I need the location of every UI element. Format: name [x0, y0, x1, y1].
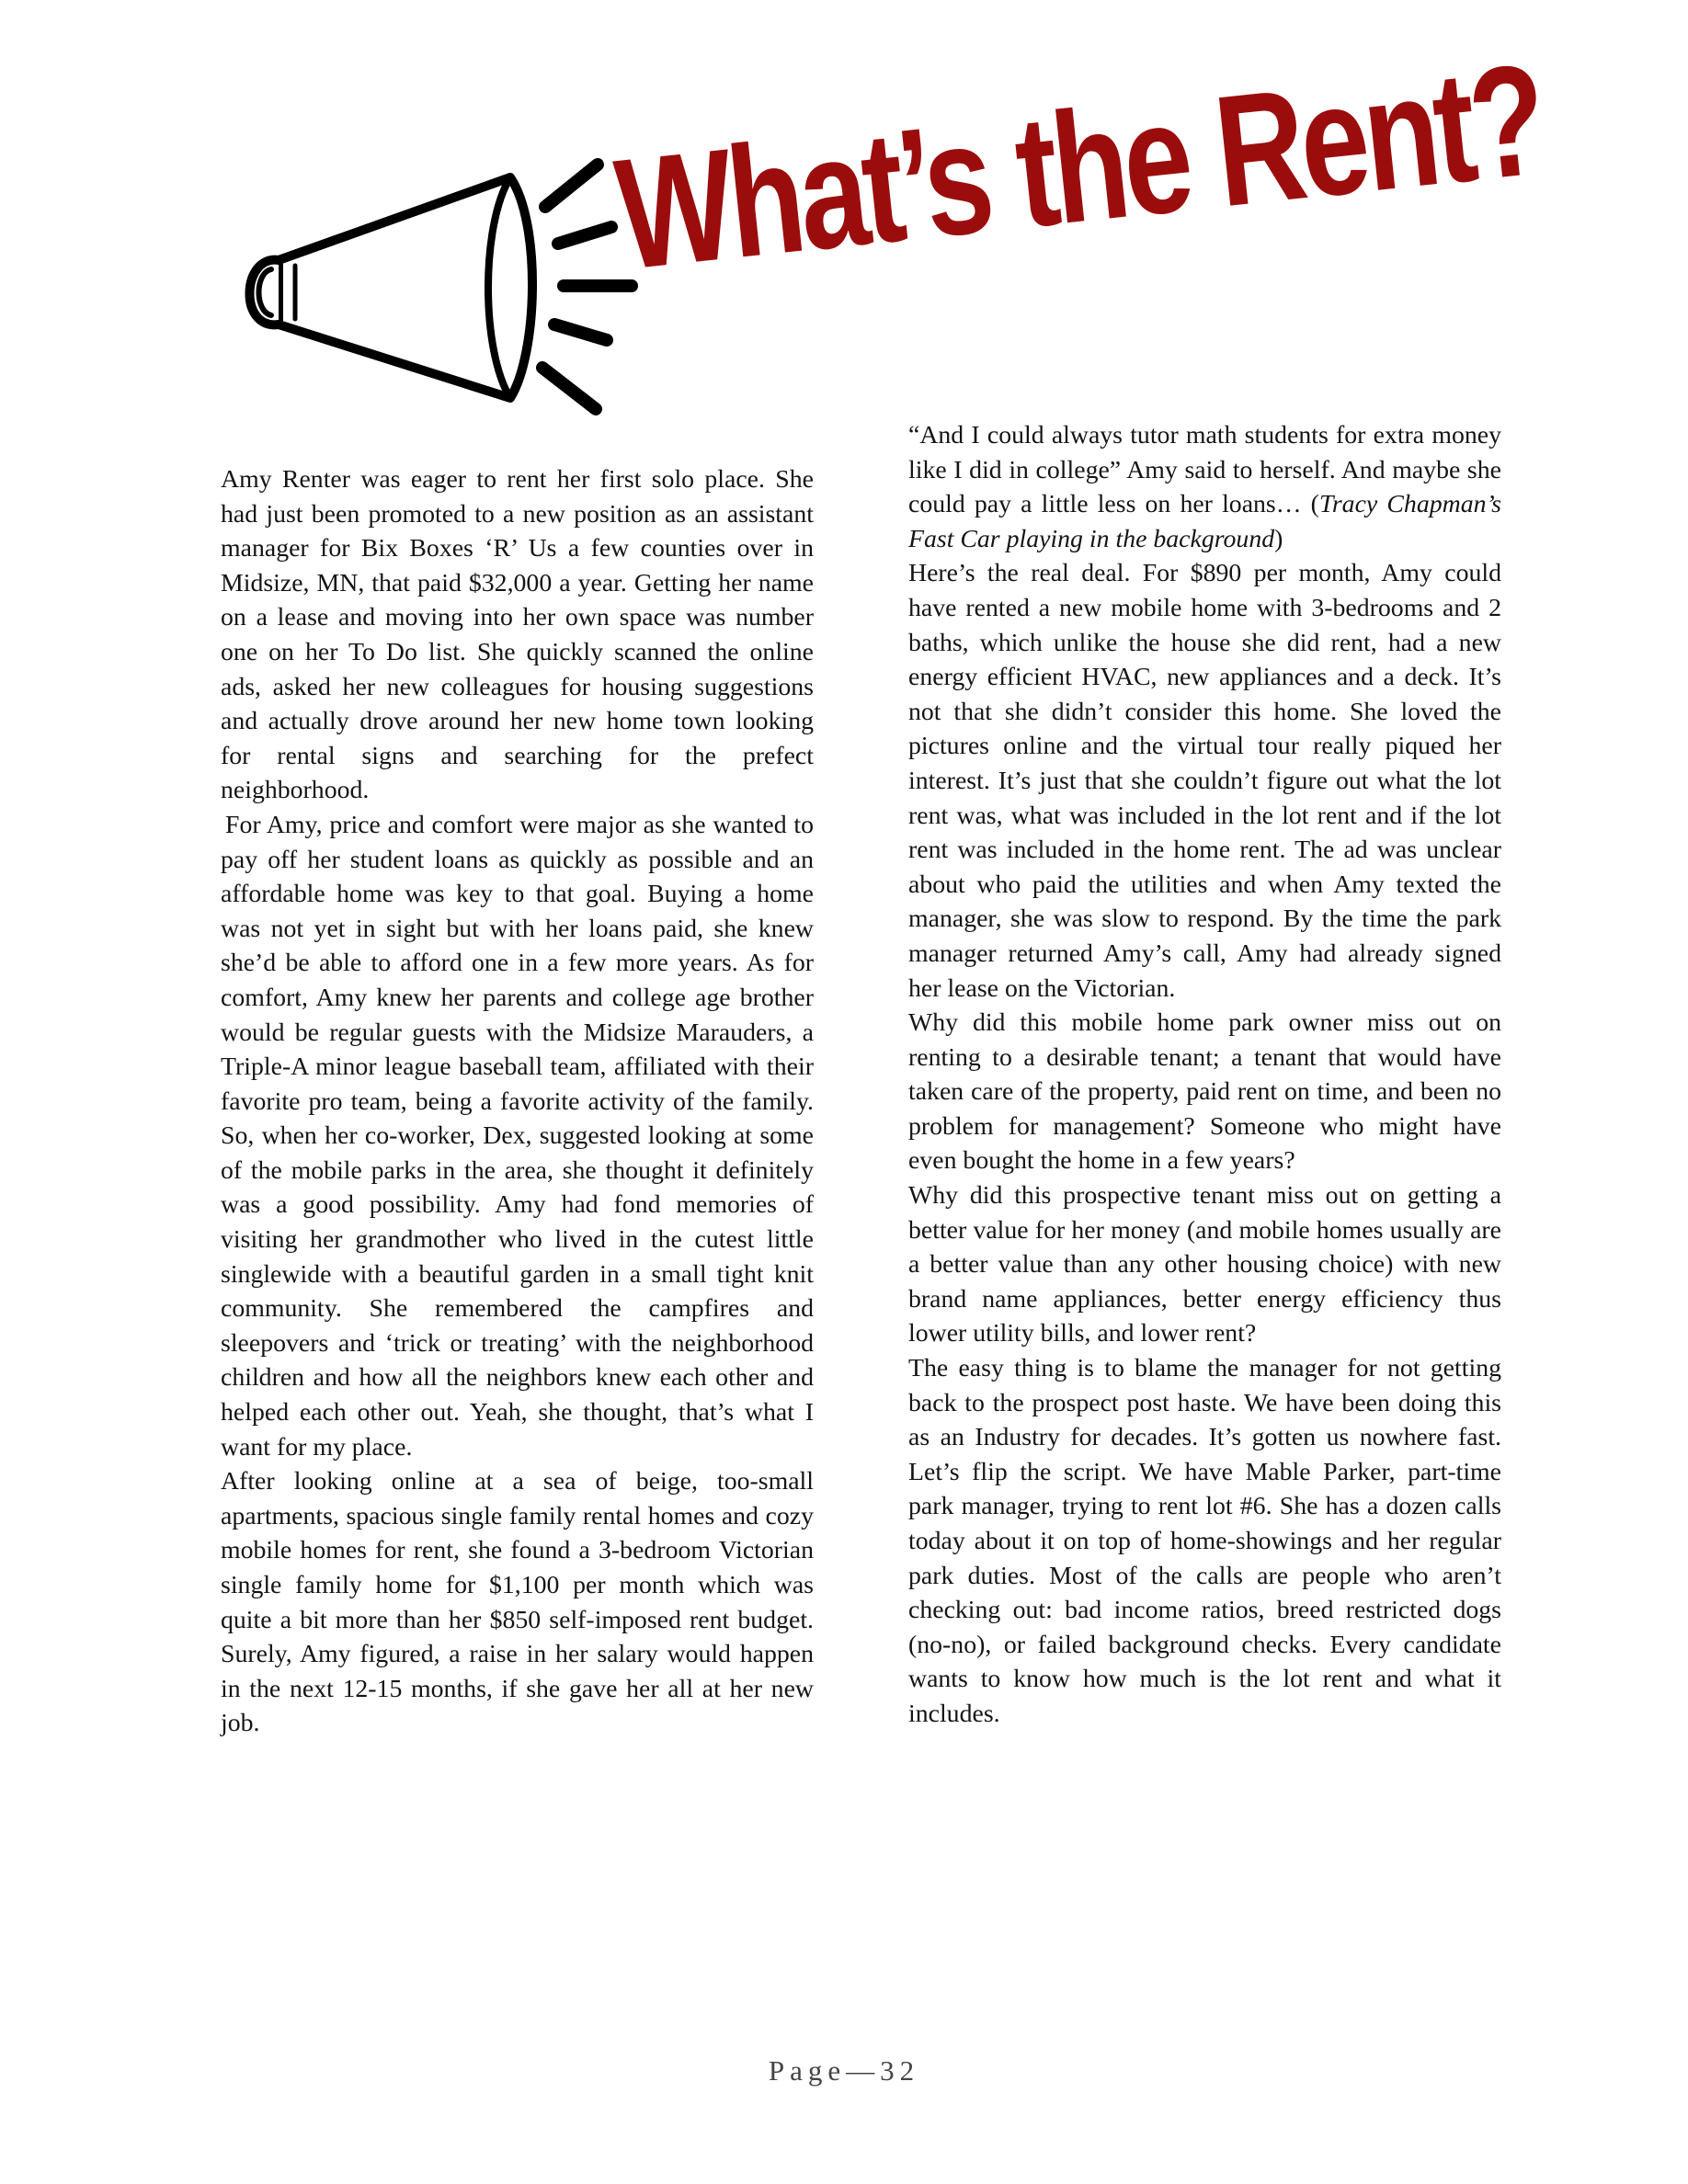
- paragraph-text: “And I could always tutor math students for extra money like I did in college” Amy said to herself. And maybe she could pay a little less on her loans… (: [908, 421, 1501, 519]
- paragraph: For Amy, price and comfort were major as she wanted to pay off her student loans as quickly as possible and an affordable home was key to that goal. Buying a home was not yet in sight but with her loans paid, she knew she’d be able to afford one in a few more years. As for comfort, Amy knew her parents and college age brother would be regular guests with the Midsize Marauders, a Triple-A minor league baseball team, affiliated with their favorite pro team, being a favorite activity of the family. So, when her co-worker, Dex, suggested looking at some of the mobile parks in the area, she thought it definitely was a good possibility. Amy had fond memories of visiting her grandmother who lived in the cutest little singlewide with a beautiful garden in a small tight knit community. She remembered the campfires and sleepovers and ‘trick or treating’ with the neighborhood children and how all the neighbors knew each other and helped each other out. Yeah, she thought, that’s what I want for my place.: [221, 810, 814, 1462]
- headline: What’s the Rent?: [609, 31, 1550, 303]
- article-column-left: [221, 462, 814, 1741]
- paragraph: The easy thing is to blame the manager for not getting back to the prospect post haste. We have been doing this as an Industry for decades. It’s gotten us nowhere fast. Let’s flip the script. We have Mable Parker, part-time park manager, trying to rent lot #6. She has a dozen calls today about it on top of home-showings and her regular park duties. Most of the calls are people who aren’t checking out: bad income ratios, breed restricted dogs (no-no), or failed background checks. Every candidate wants to know how much is the lot rent and what it includes.: [908, 1354, 1501, 1728]
- paragraph: Amy Renter was eager to rent her first solo place. She had just been promoted to a new position as an assistant manager for Bix Boxes ‘R’ Us a few counties over in Midsize, MN, that paid $32,000 a year. Getting her name on a lease and moving into her own space was number one on her To Do list. She quickly scanned the online ads, asked her new colleagues for housing suggestions and actually drove around her new home town looking for rental signs and searching for the prefect neighborhood.: [221, 465, 814, 805]
- article-column-right: [908, 418, 1501, 1732]
- paragraph: [908, 418, 1501, 556]
- megaphone-icon: [234, 152, 676, 437]
- paragraph: After looking online at a sea of beige, too-small apartments, spacious single family rental homes and cozy mobile homes for rent, she found a 3-bedroom Victorian single family home for $1,100 per month which was quite a bit more than her $850 self-imposed rent budget. Surely, Amy figured, a raise in her salary would happen in the next 12-15 months, if she gave her all at her new job.: [221, 1467, 814, 1738]
- paragraph: Why did this mobile home park owner miss out on renting to a desirable tenant; a tenant that would have taken care of the property, paid rent on time, and been no problem for management? Someone who might have even bought the home in a few years?: [908, 1008, 1501, 1176]
- paragraph-text: ): [1274, 524, 1283, 553]
- paragraph: Why did this prospective tenant miss out on getting a better value for her money (and mobile homes usually are a better value than any other housing choice) with new brand name appliances, better energy efficiency thus lower utility bills, and lower rent?: [908, 1181, 1501, 1348]
- page-number: Page—32: [768, 2054, 920, 2087]
- paragraph: Here’s the real deal. For $890 per month, Amy could have rented a new mobile home with 3-bedrooms and 2 baths, which unlike the house she did rent, had a new energy efficient HVAC, new appliances and a deck. It’s not that she didn’t consider this home. She loved the pictures online and the virtual tour really piqued her interest. It’s just that she couldn’t figure out what the lot rent was, what was included in the lot rent and if the lot rent was included in the home rent. The ad was unclear about who paid the utilities and when Amy texted the manager, she was slow to respond. By the time the park manager returned Amy’s call, Amy had already signed her lease on the Victorian.: [908, 559, 1501, 1003]
- song-reference: Tracy Chapman’s Fast Car playing in the background: [908, 490, 1501, 553]
